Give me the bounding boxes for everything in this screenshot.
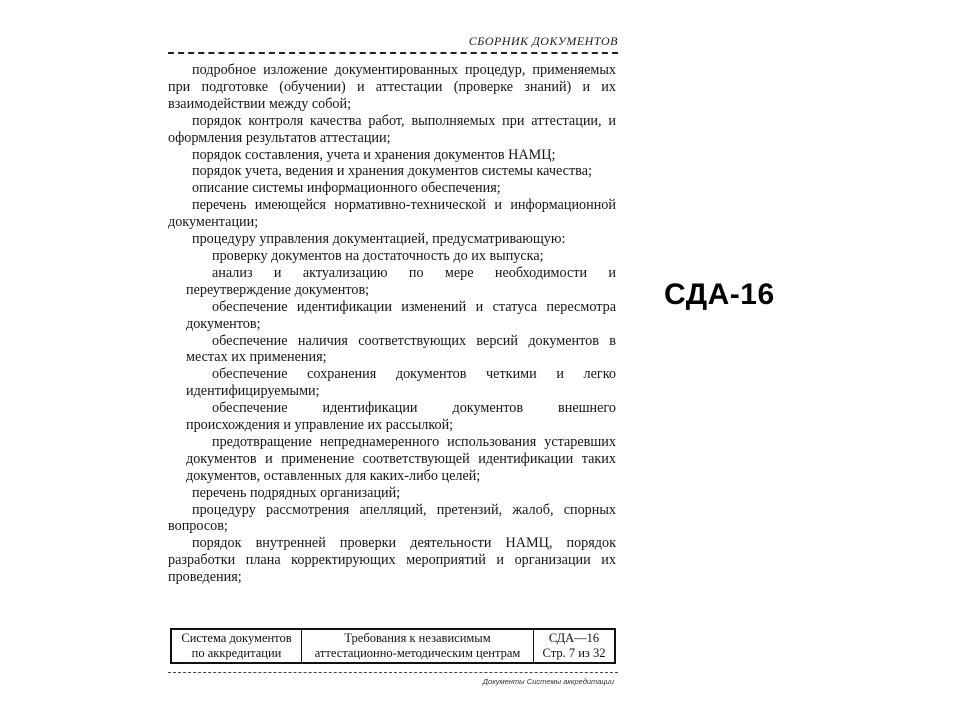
footer-page-number: Стр. 7 из 32 [542,646,606,660]
footer-note: Документы Системы аккредитации [482,677,614,686]
footer-cell-system [172,630,302,662]
footer-code: СДА—16 [548,631,600,645]
header-rule [168,52,618,54]
document-code-label: СДА-16 [664,278,775,311]
sub-list-item: обеспечение идентификации документов внешнего происхождения и управление их рассылкой; [186,400,616,434]
footer-title-line2: аттестационно-методическим центрам [314,646,521,660]
running-head: СБОРНИК ДОКУМЕНТОВ [468,34,618,48]
footer-cell-code [534,630,614,662]
list-item: порядок внутренней проверки деятельности НАМЦ, порядок разработки плана корректирующих мероприятий и организации их проведения; [168,535,616,586]
footer-system-line1: Система документов [181,631,292,645]
list-item: описание системы информационного обеспечения; [192,180,501,197]
sub-list-item: обеспечение сохранения документов четкими и легко идентифицируемыми; [186,366,616,400]
list-item: процедуру управления документацией, предусматривающую: [192,231,566,248]
list-item: порядок контроля качества работ, выполняемых при аттестации, и оформления результатов аттестации; [168,112,616,146]
list-item: подробное изложение документированных процедур, применяемых при подготовке (обучении) и аттестации (проверке знаний) и их взаимодействии между собой; [168,62,616,112]
list-item: перечень подрядных организаций; [192,484,401,501]
footer-system-line2: по аккредитации [191,646,282,660]
footer-table [170,628,616,664]
footer-title-line1: Требования к независимым [344,631,491,645]
scanned-page [168,28,618,698]
list-item: процедуру рассмотрения апелляций, претензий, жалоб, спорных вопросов; [168,501,616,535]
sub-list-item: анализ и актуализацию по мере необходимости и переутверждение документов; [186,264,616,298]
footer-rule [168,672,618,673]
footer-cell-title [302,630,534,662]
list-item: порядок составления, учета и хранения документов НАМЦ; [192,146,556,163]
sub-list-item: обеспечение идентификации изменений и статуса пересмотра документов; [186,298,616,332]
body-text [168,62,616,586]
sub-list-item: предотвращение непреднамеренного использования устаревших документов и применение соответствующей идентификации таких документов, оставленных для каких-либо целей; [186,433,616,484]
list-item: перечень имеющейся нормативно-технической и информационной документации; [168,197,616,231]
sub-list-item: проверку документов на достаточность до их выпуска; [212,247,544,264]
sub-list-item: обеспечение наличия соответствующих версий документов в местах их применения; [186,332,616,366]
list-item: порядок учета, ведения и хранения документов системы качества; [192,163,592,180]
